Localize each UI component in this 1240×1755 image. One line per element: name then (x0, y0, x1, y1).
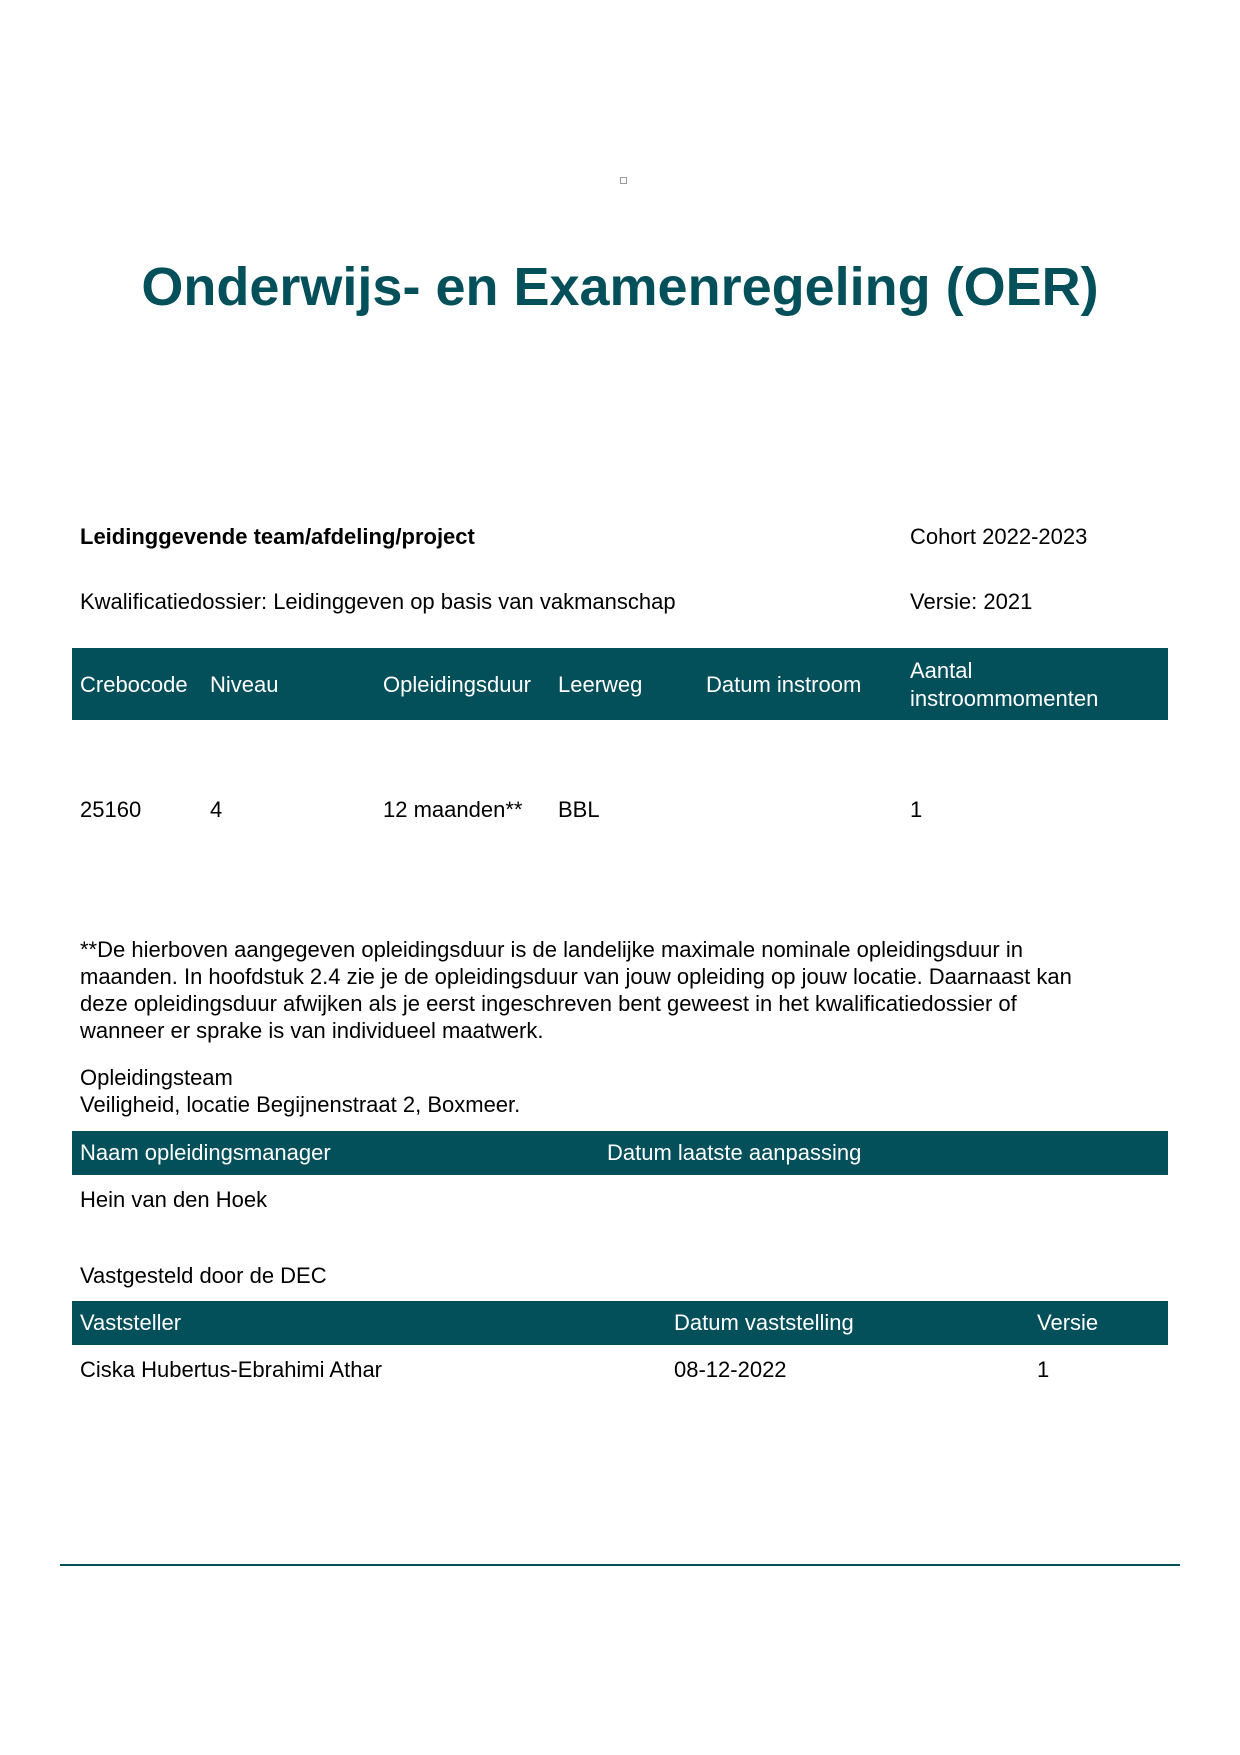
col-opleidingsduur: Opleidingsduur (383, 672, 531, 697)
team-info-line1: Opleidingsteam (80, 1065, 233, 1090)
footer-divider (60, 1564, 1180, 1566)
footnote-line: **De hierboven aangegeven opleidingsduur is de landelijke maximale nominale opleidingsduur in (80, 937, 1023, 962)
col-aantal: Aantal (910, 658, 973, 683)
kwalificatiedossier-label: Kwalificatiedossier: Leidinggeven op basis van vakmanschap (80, 589, 676, 614)
dec-label: Vastgesteld door de DEC (80, 1263, 327, 1288)
col-crebocode: Crebocode (80, 672, 188, 697)
team-info (80, 1064, 520, 1118)
col-leerweg: Leerweg (558, 672, 643, 697)
versie-label: Versie: 2021 (910, 589, 1033, 614)
col-naam-opleidingsmanager: Naam opleidingsmanager (80, 1140, 331, 1165)
team-label: Leidinggevende team/afdeling/project (80, 524, 475, 549)
col-datum-instroom: Datum instroom (706, 672, 862, 697)
vaststelling-table-header (72, 1301, 1168, 1345)
col-instroommomenten: instroommomenten (910, 686, 1099, 711)
cell-opleidingsduur: 12 maanden** (383, 797, 523, 822)
logo-placeholder-icon (620, 177, 627, 184)
cell-niveau: 4 (210, 797, 223, 822)
col-datum-vaststelling: Datum vaststelling (674, 1310, 854, 1335)
cell-leerweg: BBL (558, 797, 600, 822)
cell-vaststeller: Ciska Hubertus-Ebrahimi Athar (80, 1357, 383, 1382)
col-vaststeller: Vaststeller (80, 1310, 182, 1335)
cell-instroommomenten: 1 (910, 797, 923, 822)
footnote-line: deze opleidingsduur afwijken als je eerst ingeschreven bent geweest in het kwalificatiedossier of (80, 991, 1017, 1016)
team-info-line2: Veiligheid, locatie Begijnenstraat 2, Boxmeer. (80, 1092, 521, 1117)
cohort-label: Cohort 2022-2023 (910, 524, 1088, 549)
cell-manager-name: Hein van den Hoek (80, 1187, 268, 1212)
footnote (80, 936, 1180, 1044)
col-datum-laatste-aanpassing: Datum laatste aanpassing (607, 1140, 862, 1165)
cell-datum-vaststelling: 08-12-2022 (674, 1357, 787, 1382)
manager-table-header (72, 1131, 1168, 1175)
cell-crebocode: 25160 (80, 797, 142, 822)
col-versie: Versie (1037, 1310, 1099, 1335)
footnote-line: wanneer er sprake is van individueel maatwerk. (80, 1018, 544, 1043)
footnote-line: maanden. In hoofdstuk 2.4 zie je de opleidingsduur van jouw opleiding op jouw locatie. Daarnaast kan (80, 964, 1072, 989)
cell-versie: 1 (1037, 1357, 1050, 1382)
col-niveau: Niveau (210, 672, 279, 697)
course-table-header (72, 648, 1168, 720)
page-title: Onderwijs- en Examenregeling (OER) (141, 257, 1099, 317)
